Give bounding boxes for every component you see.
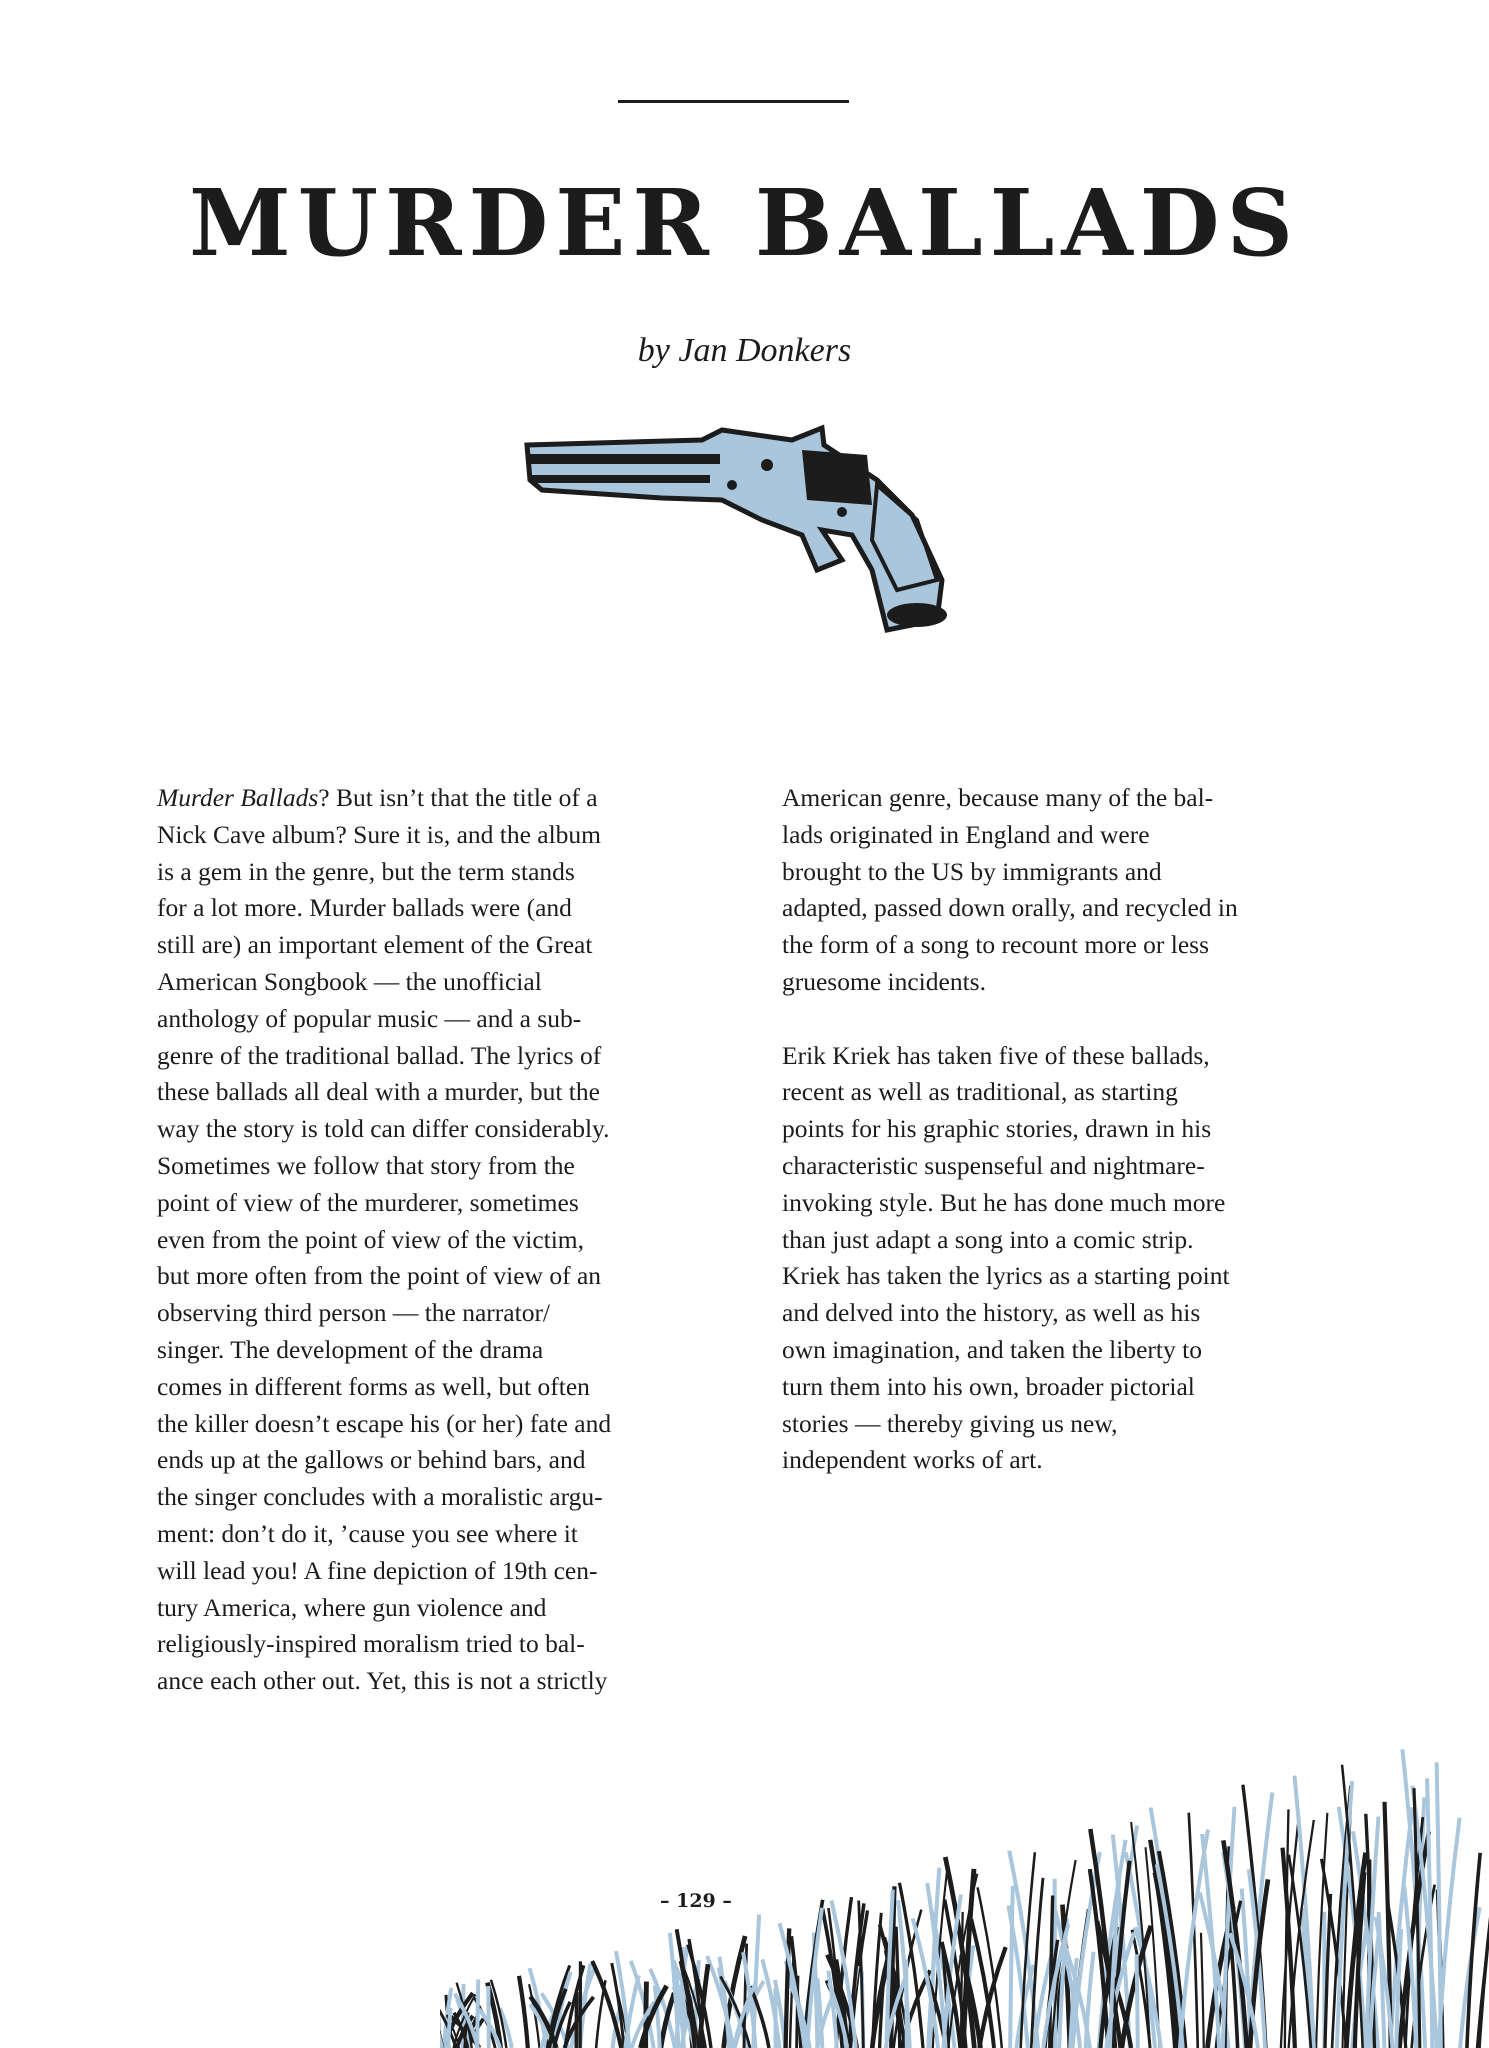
text-line: the singer concludes with a moralistic argu- <box>157 1482 603 1512</box>
text-line: American Songbook — the unofficial <box>157 966 542 996</box>
revolver-illustration <box>522 420 1067 636</box>
grass-blade <box>448 2008 451 2048</box>
grass-blade <box>1137 1954 1138 2048</box>
text-line: religiously-inspired moralism tried to bal- <box>157 1629 585 1659</box>
text-line: the form of a song to recount more or less <box>782 930 1210 960</box>
text-line: singer. The development of the drama <box>157 1334 544 1364</box>
byline: by Jan Donkers <box>637 332 852 369</box>
text-line: tury America, where gun violence and <box>157 1592 547 1622</box>
text-line: characteristic suspenseful and nightmare- <box>782 1150 1205 1180</box>
text-line: comes in different forms as well, but often <box>157 1371 590 1401</box>
grass-blade <box>477 1980 478 2048</box>
text-line: Murder Ballads? But isn’t that the title of a <box>157 783 598 812</box>
text-line: and delved into the history, as well as his <box>782 1298 1201 1328</box>
text-line: American genre, because many of the bal- <box>782 783 1214 812</box>
text-line: invoking style. But he has done much more <box>782 1187 1226 1217</box>
article-column-left <box>157 780 697 1700</box>
text-line: will lead you! A fine depiction of 19th cen- <box>157 1555 598 1585</box>
text-line: recent as well as traditional, as starting <box>782 1077 1178 1107</box>
text-line: Kriek has taken the lyrics as a starting point <box>782 1261 1230 1291</box>
text-line: turn them into his own, broader pictorial <box>782 1371 1195 1401</box>
page-title: MURDER BALLADS <box>188 169 1301 277</box>
grass-blade <box>1010 1886 1013 2048</box>
text-line: still are) an important element of the Great <box>157 930 593 960</box>
title-rule <box>618 100 849 103</box>
grass-blade <box>519 1976 528 2048</box>
text-line: ends up at the gallows or behind bars, and <box>157 1445 586 1475</box>
text-line: stories — thereby giving us new, <box>782 1408 1118 1438</box>
text-line: way the story is told can differ considerably. <box>157 1114 610 1144</box>
text-line: ance each other out. Yet, this is not a strictly <box>157 1666 608 1696</box>
article-column-right <box>782 780 1322 1479</box>
album-title-italic: Murder Ballads <box>157 783 319 812</box>
text-line: even from the point of view of the victim, <box>157 1224 585 1254</box>
text-line: than just adapt a song into a comic strip. <box>782 1224 1194 1254</box>
text-line: the killer doesn’t escape his (or her) fate and <box>157 1408 612 1438</box>
text-line: lads originated in England and were <box>782 819 1150 849</box>
text-line: point of view of the murderer, sometimes <box>157 1187 579 1217</box>
text-line: for a lot more. Murder ballads were (and <box>157 893 572 923</box>
text-line: adapted, passed down orally, and recycled in <box>782 893 1238 923</box>
text-line: brought to the US by immigrants and <box>782 856 1162 886</box>
text-line: Nick Cave album? Sure it is, and the album <box>157 819 602 849</box>
text-line: but more often from the point of view of an <box>157 1261 602 1291</box>
text-line: genre of the traditional ballad. The lyrics of <box>157 1040 602 1070</box>
grass-blade <box>1439 1818 1460 2048</box>
text-line: these ballads all deal with a murder, but the <box>157 1077 600 1107</box>
text-line: ment: don’t do it, ’cause you see where it <box>157 1518 578 1548</box>
grass-blade <box>1467 1853 1480 2048</box>
grass-illustration <box>440 1700 1489 2048</box>
text-line: observing third person — the narrator/ <box>157 1298 551 1328</box>
text-line: Sometimes we follow that story from the <box>157 1150 575 1180</box>
grass-blade <box>880 1969 885 2048</box>
text-line: anthology of popular music — and a sub- <box>157 1003 582 1033</box>
page-number: – 129 – <box>660 1890 732 1912</box>
text-line: gruesome incidents. <box>782 966 986 996</box>
text-line: independent works of art. <box>782 1445 1043 1475</box>
text-line: is a gem in the genre, but the term stands <box>157 856 575 886</box>
text-line: Erik Kriek has taken five of these ballads, <box>782 1040 1210 1070</box>
text-line: own imagination, and taken the liberty to <box>782 1334 1202 1364</box>
text-line: points for his graphic stories, drawn in his <box>782 1114 1212 1144</box>
grass-blade <box>1201 1933 1204 2048</box>
